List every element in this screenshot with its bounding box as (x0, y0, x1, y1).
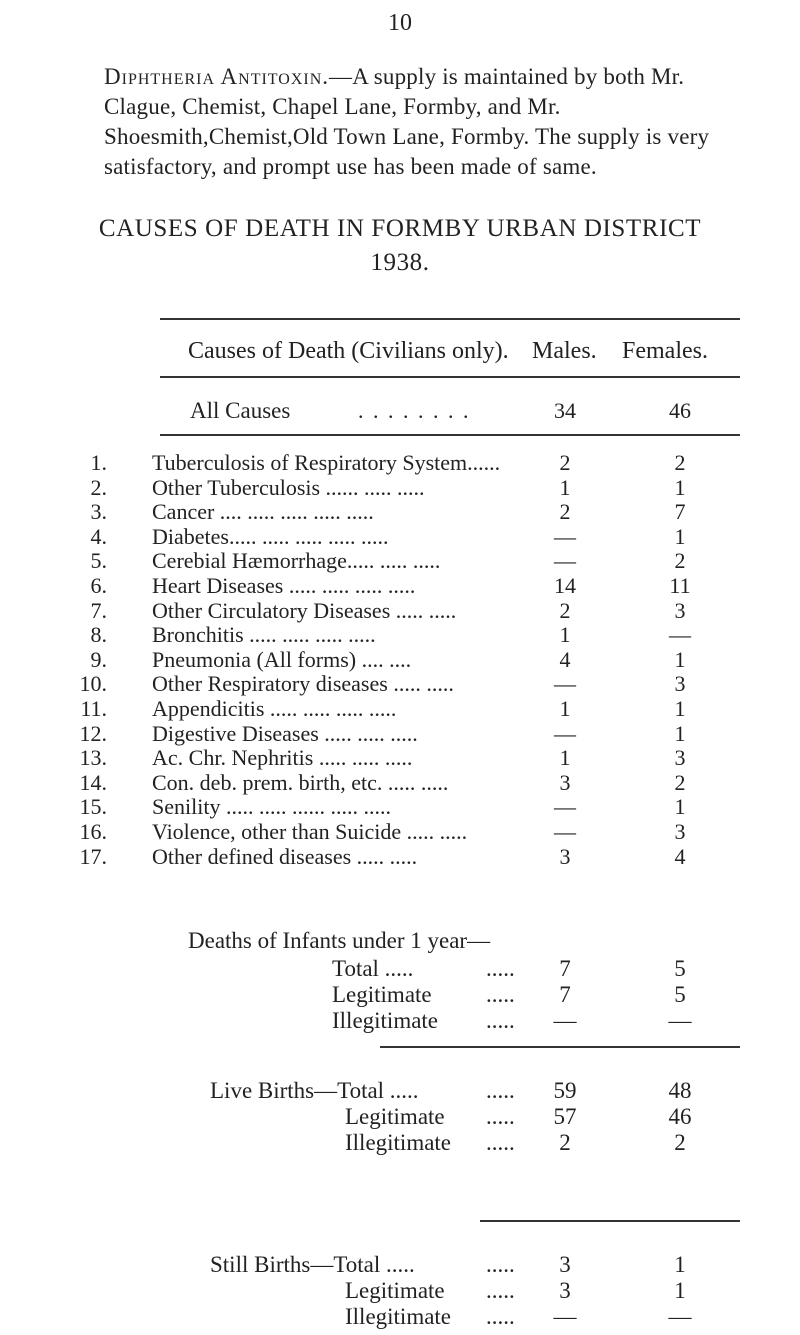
row-females: 1 (674, 474, 686, 500)
intro-text: —A supply is maintained by both Mr. Clague, Chemist, Chapel Lane, Formby, and Mr. Shoesmith,Chemist,Old Town Lane, Formby. The supply is very satisfactory, and prompt use has been made of same. (104, 64, 710, 179)
header-causes: Causes of Death (Civilians only). (188, 338, 509, 364)
live_births-row-label: Legitimate (345, 1104, 445, 1129)
infants-row-dots: ..... (486, 1008, 515, 1033)
row-females: 1 (674, 794, 686, 820)
row-males: — (554, 720, 576, 746)
row-number: 2. (90, 474, 107, 500)
still_births-row-label: Still Births—Total ..... (210, 1252, 415, 1277)
page-title (0, 212, 800, 280)
row-number: 14. (79, 769, 107, 795)
still_births-row-dots: ..... (486, 1278, 515, 1303)
row-label: Other defined diseases ..... ..... (152, 843, 418, 869)
infants-row-males: — (553, 1008, 577, 1033)
still_births-row-females: 1 (674, 1278, 686, 1303)
live_births-row-females: 46 (668, 1104, 692, 1129)
still_births-row-males: 3 (559, 1278, 571, 1303)
infants-heading: Deaths of Infants under 1 year— (188, 928, 491, 953)
title-line-2: 1938. (370, 249, 430, 276)
still_births-row-females: 1 (674, 1252, 686, 1277)
infants-row-males: 7 (559, 982, 571, 1007)
row-females: 1 (674, 646, 686, 672)
header-bottom-rule (160, 376, 740, 378)
row-number: 13. (79, 745, 107, 771)
intro-heading: Diphtheria Antitoxin. (104, 64, 330, 89)
live_births-row-males: 2 (559, 1130, 571, 1155)
all-causes-dots: . . . . . . . . (358, 398, 471, 423)
intro-paragraph (104, 62, 734, 182)
row-number: 8. (90, 622, 107, 648)
live_births-row-label: Illegitimate (345, 1130, 452, 1155)
row-number: 1. (90, 450, 107, 475)
infants-bottom-rule (380, 1046, 740, 1048)
still_births-row-label: Illegitimate (345, 1304, 452, 1329)
row-label: Ac. Chr. Nephritis ..... ..... ..... (152, 745, 413, 771)
page-number: 10 (388, 10, 412, 36)
still_births-row (0, 1252, 800, 1280)
row-label: Tuberculosis of Respiratory System...... (152, 450, 501, 475)
row-number: 12. (79, 720, 107, 746)
infants-row-dots: ..... (486, 982, 515, 1007)
header-males: Males. (532, 338, 597, 364)
infants-row (0, 956, 800, 984)
infants-row-label: Legitimate (332, 982, 432, 1007)
still_births-row (0, 1278, 800, 1306)
infants-row (0, 982, 800, 1010)
live_births-row (0, 1078, 800, 1106)
row-number: 10. (79, 671, 107, 697)
still_births-row-males: 3 (559, 1252, 571, 1277)
row-number: 15. (79, 794, 107, 820)
all-causes-label: All Causes (190, 398, 291, 423)
row-females: 3 (674, 597, 686, 623)
row-females: 1 (674, 523, 686, 549)
row-label: Cerebial Hæmorrhage..... ..... ..... (152, 548, 441, 574)
live_births-row-males: 57 (553, 1104, 577, 1129)
all-causes-row (0, 398, 800, 426)
row-males: — (554, 671, 576, 697)
row-label: Pneumonia (All forms) .... .... (152, 646, 412, 672)
row-label: Digestive Diseases ..... ..... ..... (152, 720, 418, 746)
row-males: 1 (559, 474, 571, 500)
row-females: 2 (674, 769, 686, 795)
row-number: 17. (79, 843, 107, 869)
row-males: — (554, 523, 576, 549)
table-top-rule (160, 318, 740, 320)
row-number: 16. (79, 819, 107, 844)
all-causes-males: 34 (554, 398, 576, 423)
row-males: — (554, 819, 576, 844)
row-males: 1 (559, 622, 571, 648)
row-number: 6. (90, 573, 107, 598)
row-label: Other Respiratory diseases ..... ..... (152, 671, 454, 697)
infants-row-label: Total ..... (332, 956, 414, 981)
infants-row-males: 7 (559, 956, 571, 981)
row-males: 2 (559, 499, 571, 525)
row-label: Violence, other than Suicide ..... ..... (152, 819, 468, 844)
live_births-row-males: 59 (553, 1078, 577, 1103)
row-number: 3. (90, 499, 107, 525)
infants-row-females: 5 (674, 982, 686, 1007)
row-males: — (554, 548, 576, 574)
still_births-row-males: — (553, 1304, 577, 1329)
row-females: 1 (674, 696, 686, 721)
row-label: Bronchitis ..... ..... ..... ..... (152, 622, 376, 648)
row-males: 14 (554, 573, 576, 598)
row-males: — (554, 794, 576, 820)
row-label: Diabetes..... ..... ..... ..... ..... (152, 523, 389, 549)
row-label: Con. deb. prem. birth, etc. ..... ..... (152, 769, 449, 795)
header-females: Females. (622, 338, 708, 364)
row-females: 3 (674, 745, 686, 771)
row-females: 2 (674, 450, 686, 475)
live_births-row-dots: ..... (486, 1104, 515, 1129)
row-females: 4 (674, 843, 686, 869)
row-label: Other Circulatory Diseases ..... ..... (152, 597, 457, 623)
infants-row (0, 1008, 800, 1036)
row-females: 3 (674, 819, 686, 844)
infants-row-dots: ..... (486, 956, 515, 981)
infants-row-females: 5 (674, 956, 686, 981)
row-females: 2 (674, 548, 686, 574)
row-males: 2 (559, 450, 571, 475)
row-females: 3 (674, 671, 686, 697)
live_births-row (0, 1104, 800, 1132)
row-males: 3 (559, 843, 571, 869)
live_births-row (0, 1130, 800, 1158)
row-number: 11. (80, 696, 107, 721)
all-causes-females: 46 (669, 398, 691, 423)
live_births-row-females: 2 (674, 1130, 686, 1155)
still_births-row-dots: ..... (486, 1304, 515, 1329)
row-females: 11 (669, 573, 691, 598)
row-females: 1 (674, 720, 686, 746)
row-label: Heart Diseases ..... ..... ..... ..... (152, 573, 416, 598)
row-females: 7 (674, 499, 686, 525)
live_births-row-dots: ..... (486, 1130, 515, 1155)
row-number: 5. (90, 548, 107, 574)
still_births-row-females: — (668, 1304, 692, 1329)
row-males: 2 (559, 597, 571, 623)
row-label: Appendicitis ..... ..... ..... ..... (152, 696, 397, 721)
still_births-row (0, 1304, 800, 1332)
row-males: 3 (559, 769, 571, 795)
row-number: 9. (90, 646, 107, 672)
row-label: Other Tuberculosis ...... ..... ..... (152, 474, 425, 500)
row-label: Cancer .... ..... ..... ..... ..... (152, 499, 374, 525)
row-number: 7. (90, 597, 107, 623)
infants-row-females: — (668, 1008, 692, 1033)
live_births-row-females: 48 (668, 1078, 692, 1103)
still_births-row-dots: ..... (486, 1252, 515, 1277)
row-label: Senility ..... ..... ...... ..... ..... (152, 794, 391, 820)
row-males: 4 (559, 646, 571, 672)
live_births-row-label: Live Births—Total ..... (210, 1078, 419, 1103)
row-females: — (669, 622, 691, 648)
still_births-row-label: Legitimate (345, 1278, 445, 1303)
row-number: 4. (90, 523, 107, 549)
title-line-1: CAUSES OF DEATH IN FORMBY URBAN DISTRICT (98, 215, 702, 242)
infants-row-label: Illegitimate (332, 1008, 439, 1033)
all-causes-rule (160, 434, 740, 436)
row-males: 1 (559, 696, 571, 721)
live-births-bottom-rule (480, 1220, 740, 1222)
table-row (0, 844, 800, 872)
live_births-row-dots: ..... (486, 1078, 515, 1103)
row-males: 1 (559, 745, 571, 771)
